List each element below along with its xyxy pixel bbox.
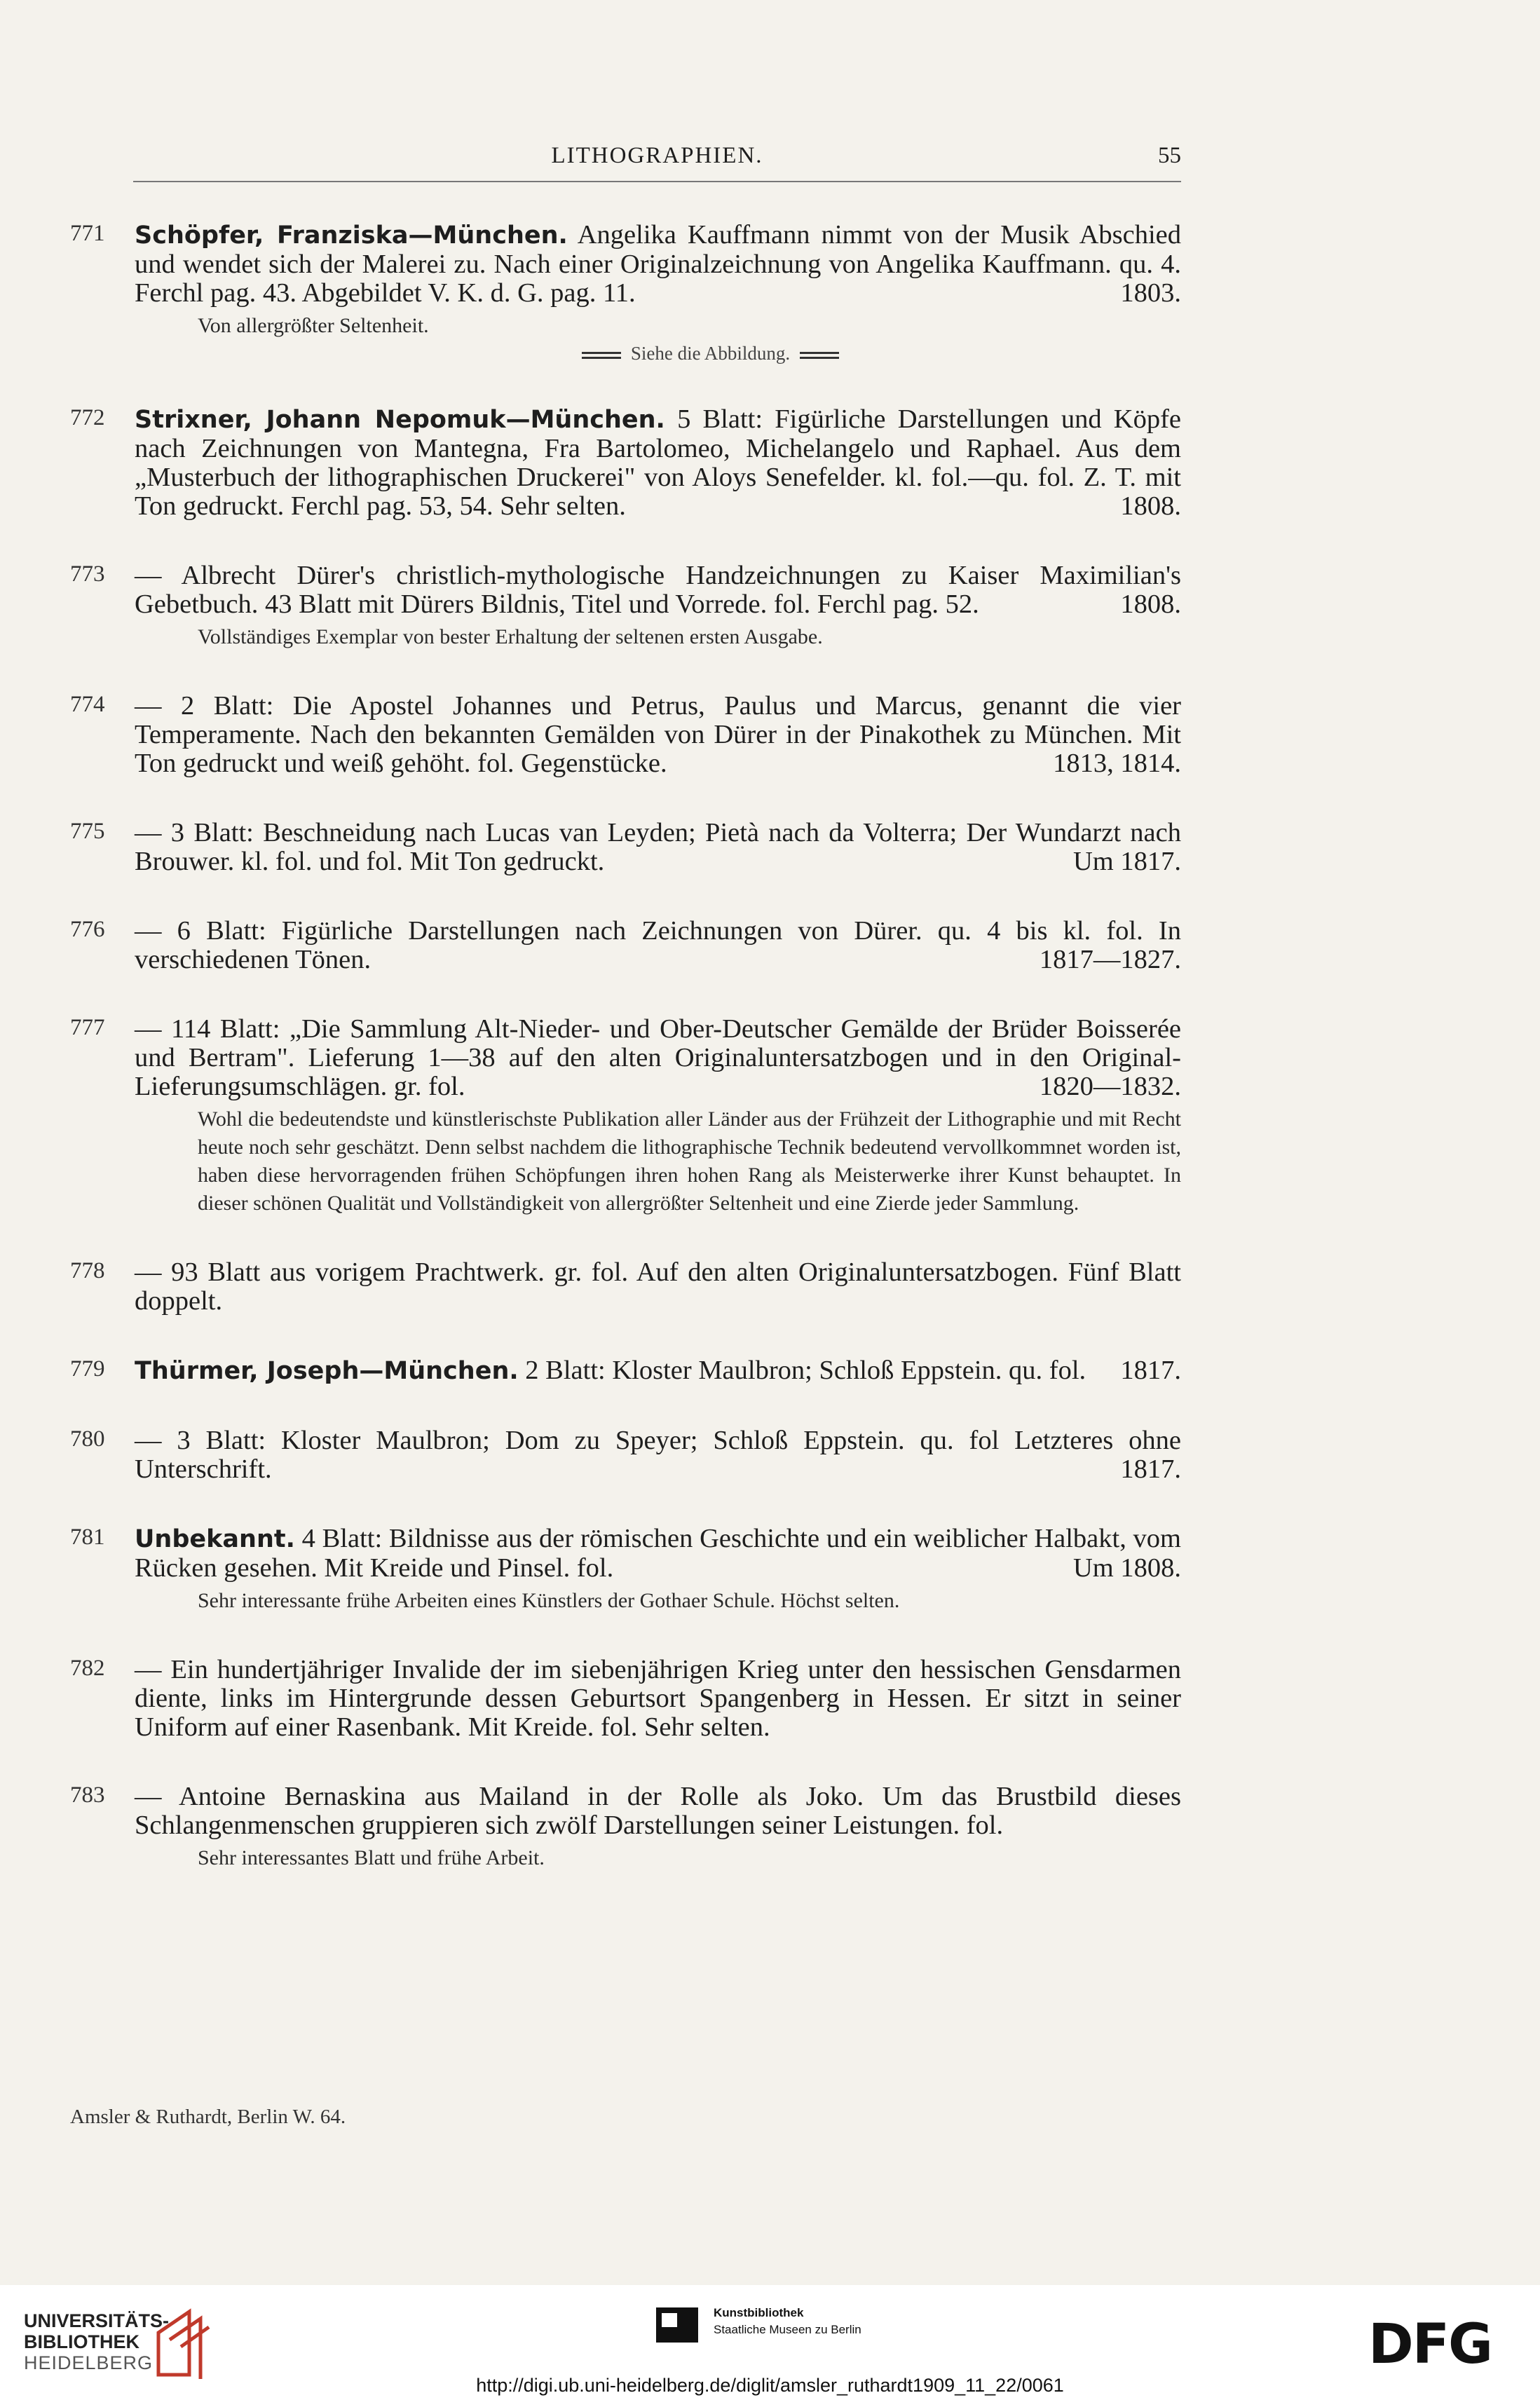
entry-note: Sehr interessante frühe Arbeiten eines Künstlers der Gothaer Schule. Höchst selten. [198,1589,900,1612]
entry-number: 782 [70,1656,105,1681]
entry-body [135,1656,1181,1742]
page-number: 55 [1158,143,1181,168]
entry-body [135,1258,1181,1316]
entry-description: 4 Blatt: Bildnisse aus der römischen Geschichte und ein weiblicher Halbakt, vom Rücken gesehen. Mit Kreide und Pinsel. fol. [135,1524,1182,1583]
entry-year: 1817—1827. [1039,945,1181,974]
entry-body [135,1015,1181,1101]
entry-body [135,692,1181,778]
entry-description: — Antoine Bernaskina aus Mailand in der Rolle als Joko. Um das Brustbild dieses Schlangenmenschen gruppieren sich zwölf Darstellungen seiner Leistungen. fol. [135,1782,1181,1840]
catalog-entry [70,1525,1181,1615]
entry-number: 775 [70,819,105,844]
ub-logo-line3: HEIDELBERG [24,2352,154,2373]
kunstbibliothek-logo[interactable] [656,2303,950,2344]
ub-logo-line2: BIBLIOTHEK [24,2331,139,2352]
entry-number: 783 [70,1782,105,1808]
entry-note: Vollständiges Exemplar von bester Erhaltung der seltenen ersten Ausgabe. [198,625,823,648]
entry-body [135,1525,1181,1583]
catalog-entry [70,1426,1181,1484]
entry-number: 777 [70,1015,105,1040]
entry-description: — Ein hundertjähriger Invalide der im siebenjährigen Krieg unter den hessischen Gensdarmen diente, links im Hintergrunde dessen Geburtsort Spangenberg in Hessen. Er sitzt in seiner Uniform auf einer Rasenbank. Mit Kreide. fol. Sehr selten. [135,1655,1181,1742]
entry-year: 1817. [1120,1454,1181,1484]
entry-year: Um 1817. [1073,847,1181,876]
see-illustration [135,343,1181,364]
entry-description: — 3 Blatt: Beschneidung nach Lucas van Leyden; Pietà nach da Volterra; Der Wundarzt nach Brouwer. kl. fol. und fol. Mit Ton gedruckt. [135,818,1181,876]
see-illustration-text: Siehe die Abbildung. [630,343,791,364]
entry-note: Sehr interessantes Blatt und frühe Arbeit. [198,1846,545,1869]
entry-body [135,1356,1181,1386]
entry-number: 772 [70,405,105,430]
entry-description: — 93 Blatt aus vorigem Prachtwerk. gr. fol. Auf den alten Originaluntersatzbogen. Fünf Blatt doppelt. [135,1257,1181,1316]
catalog-entry [70,405,1181,521]
artist-name: Strixner, Johann Nepomuk—München. [135,406,665,434]
entry-description: — 2 Blatt: Die Apostel Johannes und Petrus, Paulus und Marcus, genannt die vier Temperamente. Nach den bekannten Gemälden von Dürer in der Pinakothek zu München. Mit Ton gedruckt und weiß gehöht. fol. Gegenstücke. [135,691,1181,778]
catalog-entries [70,221,1181,1913]
entry-number: 780 [70,1426,105,1452]
entry-year: 1808. [1120,491,1181,521]
permalink-url[interactable]: http://digi.ub.uni-heidelberg.de/diglit/amsler_ruthardt1909_11_22/0061 [476,2375,1064,2396]
entry-description: Angelika Kauffmann nimmt von der Musik Abschied und wendet sich der Malerei zu. Nach einer Originalzeichnung von Angelika Kauffmann. qu. 4. Ferchl pag. 43. Abgebildet V. K. d. G. pag. 11. [135,220,1181,308]
entry-description: — 6 Blatt: Figürliche Darstellungen nach Zeichnungen von Dürer. qu. 4 bis kl. fol. In verschiedenen Tönen. [135,916,1181,974]
double-rule [800,352,839,359]
entry-description: — Albrecht Dürer's christlich-mythologische Handzeichnungen zu Kaiser Maximilian's Gebetbuch. 43 Blatt mit Dürers Bildnis, Titel und Vorrede. fol. Ferchl pag. 52. [135,561,1181,619]
catalog-entry [70,917,1181,974]
entry-description: 5 Blatt: Figürliche Darstellungen und Köpfe nach Zeichnungen von Mantegna, Fra Bartolomeo, Michelangelo und Raphael. Aus dem „Musterbuch der lithographischen Druckerei" von Aloys Senefelder. kl. fol.—qu. fol. Z. T. mit Ton gedruckt. Ferchl pag. 53, 54. Sehr selten. [135,404,1182,521]
catalog-entry [70,1782,1181,1872]
entry-description: — 114 Blatt: „Die Sammlung Alt-Nieder- und Ober-Deutscher Gemälde der Brüder Boisserée und Bertram". Lieferung 1—38 auf den alten Originaluntersatzbogen und in den Original-Lieferungsumschlägen. gr. fol. [135,1014,1181,1101]
catalog-entry [70,819,1181,876]
entry-year: 1803. [1120,278,1181,308]
entry-note: Von allergrößter Seltenheit. [198,314,429,337]
dfg-logo[interactable]: DFG [1368,2313,1492,2376]
entry-number: 778 [70,1258,105,1283]
entry-year: 1817. [1120,1356,1181,1385]
entry-year: 1813, 1814. [1053,749,1181,778]
entry-body [135,819,1181,876]
entry-body [135,405,1181,521]
artist-name: Schöpfer, Franziska—München. [135,221,568,250]
catalog-entry [70,1356,1181,1386]
publisher-imprint: Amsler & Ruthardt, Berlin W. 64. [70,2106,346,2128]
kunstbibliothek-icon [656,2307,698,2343]
catalog-entry [70,1258,1181,1316]
page-title: LITHOGRAPHIEN. [551,143,763,168]
entry-number: 776 [70,917,105,942]
entry-number: 771 [70,221,105,246]
entry-year: 1820—1832. [1039,1072,1181,1101]
entry-number: 781 [70,1525,105,1550]
entry-number: 773 [70,561,105,587]
running-head [133,137,1181,179]
kunstbibliothek-subtitle: Staatliche Museen zu Berlin [714,2323,861,2336]
kunstbibliothek-title: Kunstbibliothek [714,2306,804,2319]
entry-number: 779 [70,1356,105,1382]
entry-year: Um 1808. [1073,1553,1181,1583]
catalog-entry [70,1656,1181,1742]
header-rule [133,181,1181,182]
entry-body [135,1426,1181,1484]
double-rule [582,352,621,359]
entry-body [135,1782,1181,1840]
ub-logo-line1: UNIVERSITÄTS- [24,2310,170,2331]
artist-name: Thürmer, Joseph—München. [135,1357,519,1385]
artist-name: Unbekannt. [135,1525,295,1553]
entry-description: — 3 Blatt: Kloster Maulbron; Dom zu Speyer; Schloß Eppstein. qu. fol Letzteres ohne Unterschrift. [135,1426,1181,1484]
catalog-entry [70,561,1181,651]
catalog-entry [70,1015,1181,1218]
catalog-entry [70,221,1181,364]
catalog-entry [70,692,1181,778]
entry-body [135,221,1181,308]
entry-year: 1808. [1120,589,1181,619]
entry-note: Wohl die bedeutendste und künstlerischste Publikation aller Länder aus der Frühzeit der Lithographie und mit Recht heute noch sehr geschätzt. Denn selbst nachdem die lithographische Technik bedeutend vervollkommnet worden ist, haben diese hervorragenden frühen Schöpfungen ihren hohen Rang als Meisterwerke ihrer Kunst behauptet. In dieser schönen Qualität und Vollständigkeit von allergrößter Seltenheit und eine Zierde jeder Sammlung. [198,1107,1181,1215]
entry-body [135,561,1181,619]
entry-number: 774 [70,692,105,717]
entry-description: 2 Blatt: Kloster Maulbron; Schloß Eppstein. qu. fol. [525,1356,1086,1385]
ub-heidelberg-logo[interactable] [24,2310,169,2373]
entry-body [135,917,1181,974]
ub-emblem-icon [154,2305,212,2382]
